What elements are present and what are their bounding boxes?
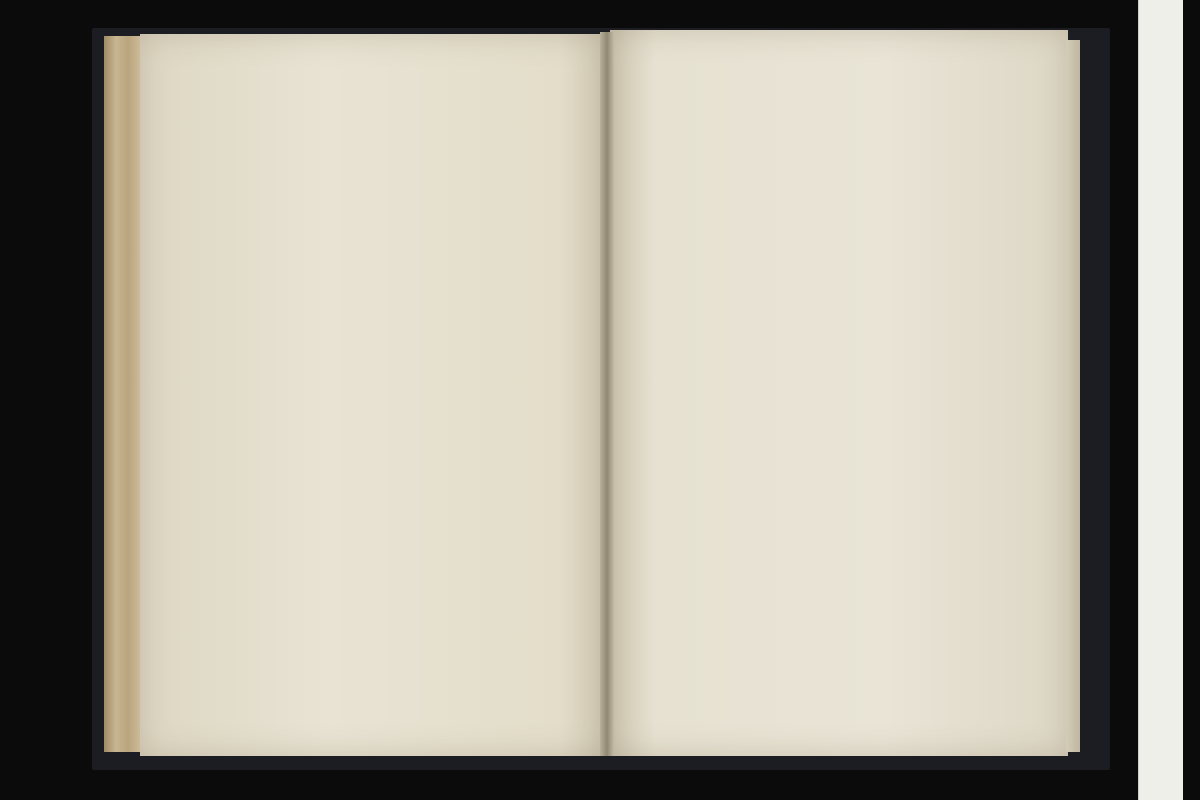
book-gutter	[600, 32, 614, 756]
page-edge-stack	[104, 36, 144, 752]
measurement-ruler	[1138, 0, 1183, 800]
right-page-edge	[1066, 40, 1080, 752]
right-page	[610, 30, 1068, 756]
left-page	[140, 34, 606, 756]
